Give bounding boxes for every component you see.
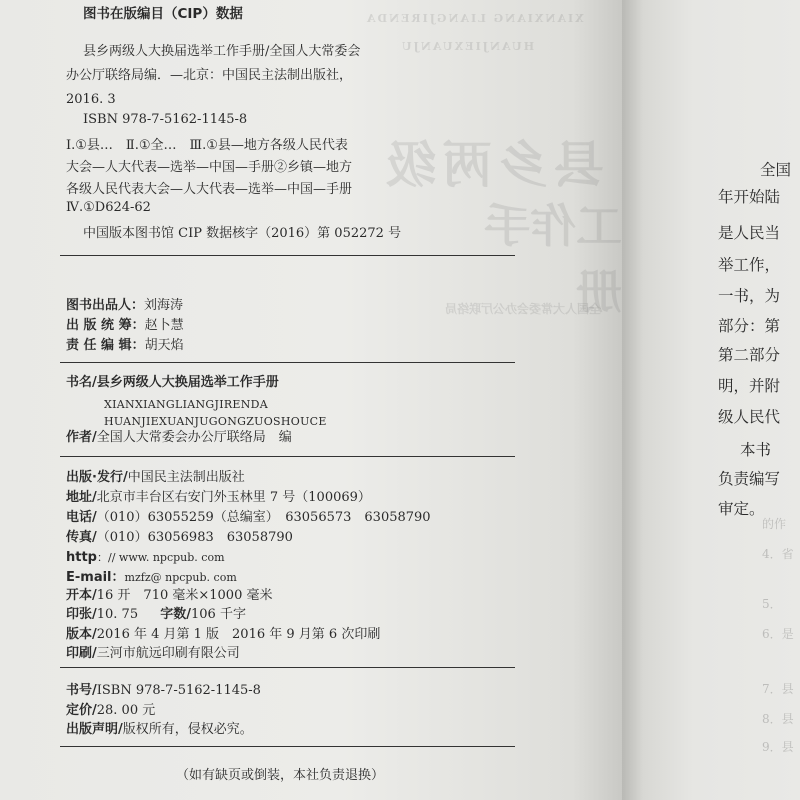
right-page-line: 全国 xyxy=(760,161,792,179)
field-label: 作者/ xyxy=(66,430,97,445)
edition xyxy=(66,627,380,642)
cip-line: 中国版本图书馆 CIP 数据核字（2016）第 052272 号 xyxy=(83,226,402,241)
field-value: 北京市丰台区右安门外玉林里 7 号（100069） xyxy=(96,490,371,505)
right-page-faint-line: 7．县 xyxy=(762,682,794,696)
field-value: （010）63056983 63058790 xyxy=(96,530,293,545)
show-through-text: HUANJIEXUANJU xyxy=(400,40,535,53)
staff-producer xyxy=(66,298,183,313)
staff-coordinator xyxy=(66,318,184,333)
book-author xyxy=(66,430,292,445)
right-page-line: 第二部分 xyxy=(718,346,781,364)
field-value: ISBN 978-7-5162-1145-8 xyxy=(96,683,261,698)
website xyxy=(66,550,225,565)
staff-label: 出 版 统 筹： xyxy=(66,318,145,333)
address xyxy=(66,490,371,505)
divider xyxy=(60,667,515,668)
email xyxy=(66,570,237,585)
field-label: 书号/ xyxy=(66,683,97,698)
staff-label: 图书出品人： xyxy=(66,298,145,313)
telephone xyxy=(66,510,431,525)
field-value: 全国人大常委会办公厅联络局 编 xyxy=(96,430,292,445)
cip-line: 2016. 3 xyxy=(66,92,116,107)
right-page-line: 明，并附 xyxy=(718,377,781,395)
right-page-line: 级人民代 xyxy=(718,408,781,426)
show-through-text: 工作手册 xyxy=(484,199,622,319)
field-label: 开本/ xyxy=(66,588,97,603)
right-page-line: 部分：第 xyxy=(718,317,781,335)
field-label: 书名/ xyxy=(66,375,97,390)
divider xyxy=(60,255,515,256)
right-page-faint-line: 8．县 xyxy=(762,712,794,726)
cip-line: 县乡两级人大换届选举工作手册/全国人大常委会 xyxy=(83,44,361,59)
right-page-faint-line: 5． xyxy=(762,597,782,611)
field-label: 电话/ xyxy=(66,510,97,525)
staff-label: 责 任 编 辑： xyxy=(66,338,145,353)
cip-line: 大会—人大代表—选举—中国—手册②乡镇—地方 xyxy=(66,160,353,175)
field-value: 16 开 710 毫米×1000 毫米 xyxy=(96,588,273,603)
divider xyxy=(60,746,515,747)
field-label: 版本/ xyxy=(66,627,97,642)
right-page-faint-line: 的作 xyxy=(762,517,787,531)
field-value: mzfz@ npcpub. com xyxy=(124,571,237,584)
show-through-text: XIANXIANG LIANGJIRENDA xyxy=(365,12,584,25)
right-page-line: 年开始陆 xyxy=(718,188,781,206)
field-value: 2016 年 4 月第 1 版 2016 年 9 月第 6 次印刷 xyxy=(96,627,381,642)
cip-line: ISBN 978-7-5162-1145-8 xyxy=(83,112,248,127)
price xyxy=(66,703,155,718)
staff-value: 胡天焰 xyxy=(144,338,184,353)
field-value: 三河市航远印刷有限公司 xyxy=(96,646,240,661)
fax xyxy=(66,530,293,545)
staff-value: 赵卜慧 xyxy=(144,318,184,333)
field-value: 版权所有，侵权必究。 xyxy=(122,722,253,737)
field-value: ：// www. npcpub. com xyxy=(97,551,225,564)
right-page-faint-line: 9．县 xyxy=(762,740,794,754)
isbn xyxy=(66,683,261,698)
cip-line: 办公厅联络局编．—北京：中国民主法制出版社， xyxy=(66,68,353,83)
book-pinyin: XIANXIANGLIANGJIRENDA xyxy=(104,398,269,411)
right-page-line: 负责编写 xyxy=(718,470,781,488)
cip-line: Ⅳ.①D624-62 xyxy=(66,200,151,215)
right-page-faint-line: 6．是 xyxy=(762,627,794,641)
field-label: 出版·发行/ xyxy=(66,470,128,485)
field-label: 定价/ xyxy=(66,703,97,718)
cip-heading: 图书在版编目（CIP）数据 xyxy=(83,6,243,22)
field-label: http xyxy=(66,550,97,565)
sheets-words xyxy=(66,607,246,622)
right-page xyxy=(622,0,800,800)
cip-line: 各级人民代表大会—人大代表—选举—中国—手册 xyxy=(66,182,353,197)
field-label: E-mail： xyxy=(66,570,125,585)
show-through-text: 全国人大常委会办公厅联络局 xyxy=(445,302,602,316)
book-pinyin: HUANJIEXUANJUGONGZUOSHOUCE xyxy=(104,415,327,428)
field-value: 10. 75 xyxy=(96,607,139,622)
field-value: 县乡两级人大换届选举工作手册 xyxy=(96,375,279,390)
field-label: 印张/ xyxy=(66,607,97,622)
field-label: 地址/ xyxy=(66,490,97,505)
divider xyxy=(60,362,515,363)
field-value: 中国民主法制出版社 xyxy=(127,470,245,485)
field-label: 出版声明/ xyxy=(66,722,123,737)
field-value: 106 千字 xyxy=(191,607,246,622)
staff-editor xyxy=(66,338,184,353)
field-label: 字数/ xyxy=(160,607,191,622)
field-value: （010）63055259（总编室） 63056573 63058790 xyxy=(96,510,431,525)
show-through-text: 县乡两级 xyxy=(380,135,604,194)
right-page-line: 是人民当 xyxy=(718,224,781,242)
book-title xyxy=(66,375,279,390)
footer-note: （如有缺页或倒装，本社负责退换） xyxy=(176,768,385,783)
publisher xyxy=(66,470,245,485)
right-page-line: 举工作， xyxy=(718,256,781,274)
right-page-line: 一书，为 xyxy=(718,287,781,305)
divider xyxy=(60,456,515,457)
field-label: 传真/ xyxy=(66,530,97,545)
cip-line: Ⅰ.①县… Ⅱ.①全… Ⅲ.①县—地方各级人民代表 xyxy=(66,138,348,153)
right-page-line: 本书 xyxy=(740,441,772,459)
printer xyxy=(66,646,240,661)
field-value: 28. 00 元 xyxy=(96,703,156,718)
field-label: 印刷/ xyxy=(66,646,97,661)
rights-notice xyxy=(66,722,253,737)
right-page-line: 审定。 xyxy=(718,500,765,518)
staff-value: 刘海涛 xyxy=(144,298,184,313)
format xyxy=(66,588,272,603)
right-page-faint-line: 4．省 xyxy=(762,547,794,561)
